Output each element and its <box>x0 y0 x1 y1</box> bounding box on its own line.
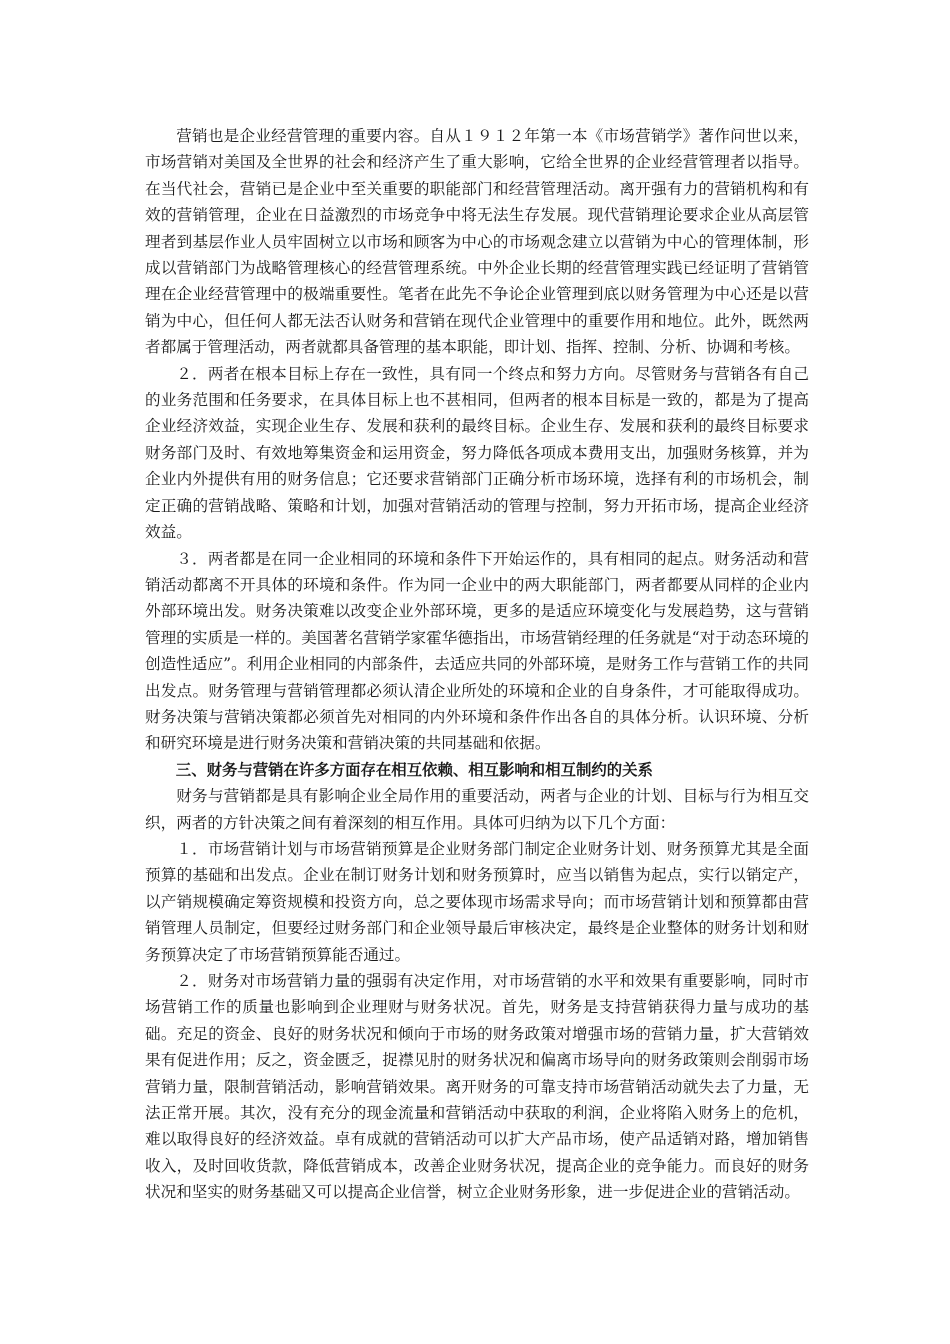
paragraph-point-3-common-start: ３．两者都是在同一企业相同的环境和条件下开始运作的，具有相同的起点。财务活动和营销活动都离不开具体的环境和条件。作为同一企业中的两大职能部门，两者都要从同样的企业内外部环境出发。财务决策难以改变企业外部环境，更多的是适应环境变化与发展趋势，这与营销管理的实质是一样的。美国著名营销学家霍华德指出，市场营销经理的任务就是“对于动态环境的创造性适应”。利用企业相同的内部条件，去适应共同的外部环境，是财务工作与营销工作的共同出发点。财务管理与营销管理都必须认清企业所处的环境和企业的自身条件，才可能取得成功。财务决策与营销决策都必须首先对相同的内外环境和条件作出各自的具体分析。认识环境、分析和研究环境是进行财务决策和营销决策的共同基础和依据。 <box>145 549 809 753</box>
paragraph-section-intro: 财务与营销都是具有影响企业全局作用的重要活动，两者与企业的计划、目标与行为相互交织，两者的方针决策之间有着深刻的相互作用。具体可归纳为以下几个方面： <box>145 787 809 832</box>
section-heading-three: 三、财务与营销在许多方面存在相互依赖、相互影响和相互制约的关系 <box>175 760 653 779</box>
paragraph-section-point-1: １．市场营销计划与市场营销预算是企业财务部门制定企业财务计划、财务预算尤其是全面预算的基础和出发点。企业在制订财务计划和财务预算时，应当以销售为起点，实行以销定产，以产销规模确定筹资规模和投资方向，总之要体现市场需求导向；而市场营销计划和预算都由营销管理人员制定，但要经过财务部门和企业领导最后审核决定，最终是企业整体的财务计划和财务预算决定了市场营销预算能否通过。 <box>145 839 809 964</box>
document-page <box>145 123 809 1206</box>
paragraph-section-point-2: ２．财务对市场营销力量的强弱有决定作用，对市场营销的水平和效果有重要影响，同时市场营销工作的质量也影响到企业理财与财务状况。首先，财务是支持营销获得力量与成功的基础。充足的资金、良好的财务状况和倾向于市场的财务政策对增强市场的营销力量，扩大营销效果有促进作用；反之，资金匮乏，捉襟见肘的财务状况和偏离市场导向的财务政策则会削弱市场营销力量，限制营销活动，影响营销效果。离开财务的可靠支持市场营销活动就失去了力量，无法正常开展。其次，没有充分的现金流量和营销活动中获取的利润，企业将陷入财务上的危机，难以取得良好的经济效益。卓有成就的营销活动可以扩大产品市场，使产品适销对路，增加销售收入，及时回收货款，降低营销成本，改善企业财务状况，提高企业的竞争能力。而良好的财务状况和坚实的财务基础又可以提高企业信誉，树立企业财务形象，进一步促进企业的营销活动。 <box>145 972 809 1202</box>
paragraph-marketing-importance: 营销也是企业经营管理的重要内容。自从１９１２年第一本《市场营销学》著作问世以来，市场营销对美国及全世界的社会和经济产生了重大影响，它给全世界的企业经营管理者以指导。在当代社会，营销已是企业中至关重要的职能部门和经营管理活动。离开强有力的营销机构和有效的营销管理，企业在日益激烈的市场竞争中将无法生存发展。现代营销理论要求企业从高层管理者到基层作业人员牢固树立以市场和顾客为中心的市场观念建立以营销为中心的管理体制，形成以营销部门为战略管理核心的经营管理系统。中外企业长期的经营管理实践已经证明了营销管理在企业经营管理中的极端重要性。笔者在此先不争论企业管理到底以财务管理为中心还是以营销为中心，但任何人都无法否认财务和营销在现代企业管理中的重要作用和地位。此外，既然两者都属于管理活动，两者就都具备管理的基本职能，即计划、指挥、控制、分析、协调和考核。 <box>145 127 809 357</box>
paragraph-point-2-common-goal: ２．两者在根本目标上存在一致性，具有同一个终点和努力方向。尽管财务与营销各有自己的业务范围和任务要求，在具体目标上也不甚相同，但两者的根本目标是一致的，都是为了提高企业经济效益，实现企业生存、发展和获利的最终目标。企业生存、发展和获利的最终目标要求财务部门及时、有效地筹集资金和运用资金，努力降低各项成本费用支出，加强财务核算，并为企业内外提供有用的财务信息；它还要求营销部门正确分析市场环境，选择有利的市场机会，制定正确的营销战略、策略和计划，加强对营销活动的管理与控制，努力开拓市场，提高企业经济效益。 <box>145 364 809 542</box>
